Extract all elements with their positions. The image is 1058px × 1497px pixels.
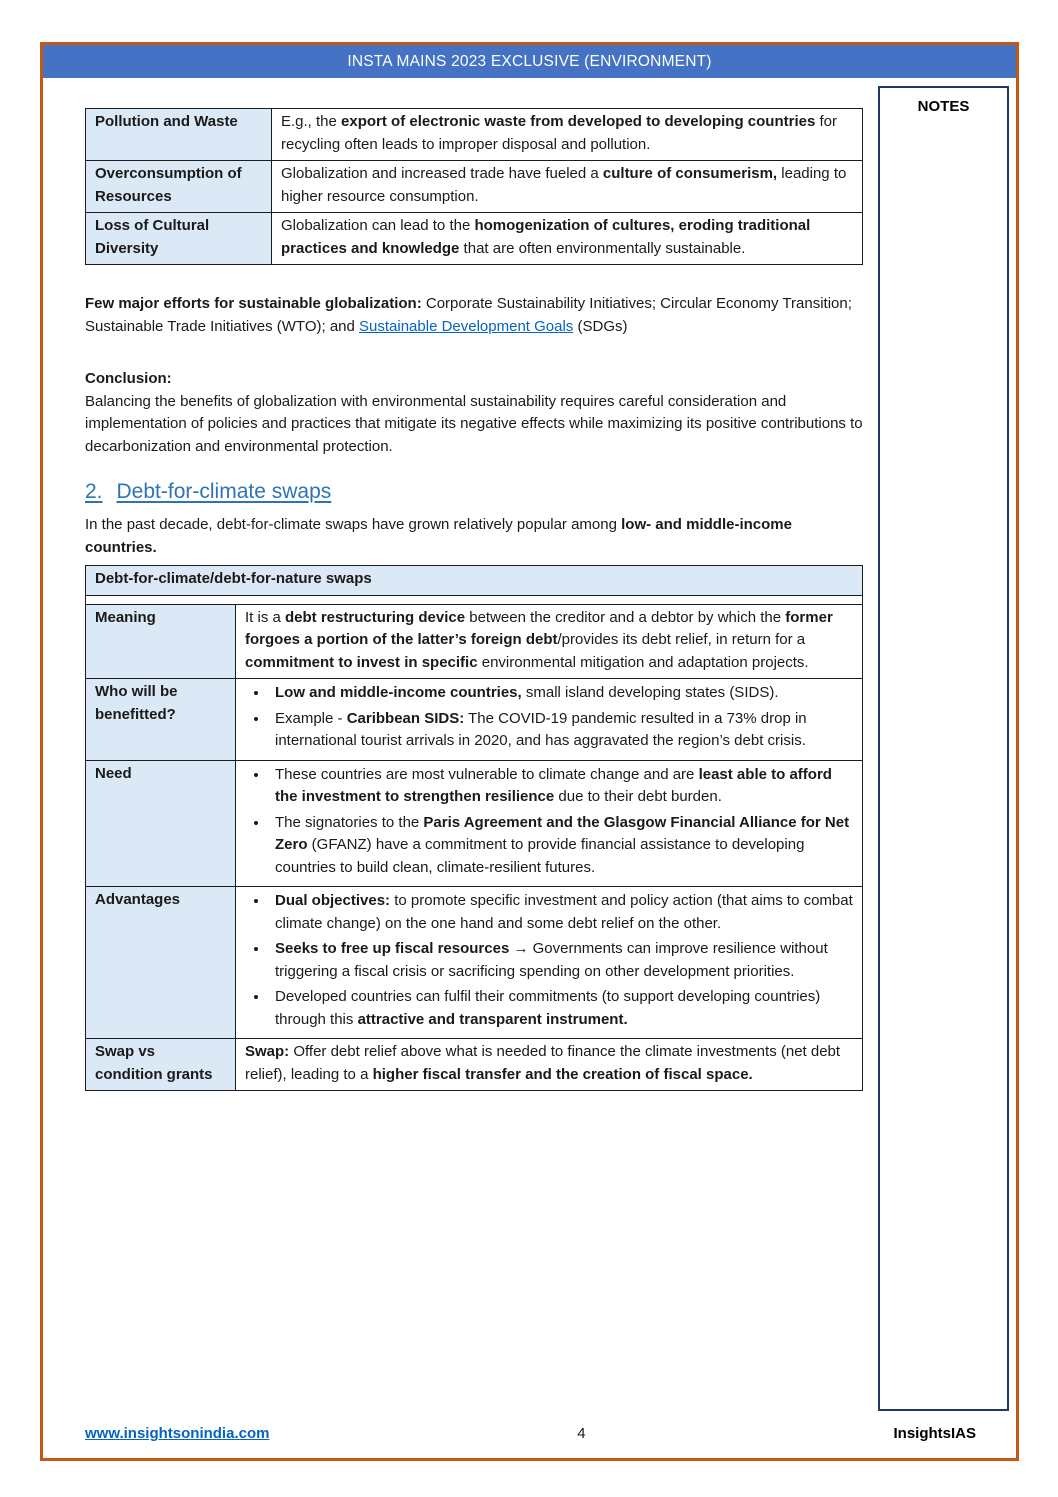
page-number: 4 [577, 1425, 586, 1442]
debt-for-climate-swaps-table [85, 565, 863, 1091]
table-spacer-row [86, 595, 863, 604]
conclusion-paragraph: Balancing the benefits of globalization with environmental sustainability requires careful consideration and implementation of policies and practices that mitigate its negative effects while maximizing its positive contributions to decarbonization and environmental protection. [85, 392, 863, 455]
section-title: Debt-for-climate swaps [116, 480, 332, 503]
row-label-cell: Loss of Cultural Diversity [86, 213, 272, 265]
row-content-cell [236, 887, 863, 1039]
bullet-item: • Seeks to free up fiscal resources → Governments can improve resilience without triggering a fiscal crisis or sacrificing spending on other development priorities. [269, 938, 853, 983]
bullet-item: • Low and middle-income countries, small island developing states (SIDS). [269, 682, 853, 705]
notes-label: NOTES [917, 98, 970, 115]
row-label-cell: Meaning [86, 604, 236, 679]
row-content-cell: It is a debt restructuring device between the creditor and a debtor by which the former forgoes a portion of the latter’s foreign debt/provides its debt relief, in return for a commitment to invest in specific environmental mitigation and adaptation projects. [236, 604, 863, 679]
row-label-cell: Pollution and Waste [86, 109, 272, 161]
globalization-impacts-table [85, 108, 863, 265]
table-row [86, 887, 863, 1039]
row-content-cell: Globalization and increased trade have fueled a culture of consumerism, leading to higher resource consumption. [272, 161, 863, 213]
row-content-cell: Globalization can lead to the homogenization of cultures, eroding traditional practices and knowledge that are often environmentally sustainable. [272, 213, 863, 265]
footer-site-link[interactable]: www.insightsonindia.com [85, 1425, 270, 1442]
table-row [86, 679, 863, 761]
table-title-row [86, 566, 863, 596]
sustainable-development-goals-link[interactable]: Sustainable Development Goals [359, 317, 574, 335]
row-label-cell: Who will be benefitted? [86, 679, 236, 761]
section-2-heading [85, 478, 863, 506]
bullet-item: • Developed countries can fulfil their commitments (to support developing countries) through this attractive and transparent instrument. [269, 986, 853, 1031]
table-row [86, 109, 863, 161]
bullet-item: • Example - Caribbean SIDS: The COVID-19 pandemic resulted in a 73% drop in international tourist arrivals in 2020, and has aggravated the region’s debt crisis. [269, 708, 853, 753]
bullet-item: • Dual objectives: to promote specific investment and policy action (that aims to combat climate change) on the one hand and some debt relief on the other. [269, 890, 853, 935]
bullet-list [245, 764, 853, 880]
row-label-cell: Swap vs condition grants [86, 1039, 236, 1091]
row-content-cell: Swap: Offer debt relief above what is needed to finance the climate investments (net debt relief), leading to a higher fiscal transfer and the creation of fiscal space. [236, 1039, 863, 1091]
section-2-intro: In the past decade, debt-for-climate swaps have grown relatively popular among low- and middle-income countries. [85, 516, 792, 556]
bullet-item: • These countries are most vulnerable to climate change and are least able to afford the investment to strengthen resilience due to their debt burden. [269, 764, 853, 809]
spacer-cell [86, 595, 863, 604]
table-row [86, 161, 863, 213]
page-footer [85, 1425, 976, 1442]
row-content-cell [236, 760, 863, 887]
row-content-cell: E.g., the export of electronic waste from developed to developing countries for recycling often leads to improper disposal and pollution. [272, 109, 863, 161]
main-content [85, 108, 863, 1091]
row-label-cell: Need [86, 760, 236, 887]
bullet-list [245, 890, 853, 1031]
row-label-cell: Advantages [86, 887, 236, 1039]
table-row [86, 604, 863, 679]
table-row [86, 213, 863, 265]
conclusion-heading: Conclusion: [85, 370, 172, 387]
table-title-cell: Debt-for-climate/debt-for-nature swaps [86, 566, 863, 596]
page-header-title: INSTA MAINS 2023 EXCLUSIVE (ENVIRONMENT) [347, 52, 712, 70]
row-label-cell: Overconsumption of Resources [86, 161, 272, 213]
section-number: 2. [85, 480, 103, 503]
table-row [86, 1039, 863, 1091]
document-page-frame [40, 42, 1019, 1461]
page-header-bar [43, 45, 1016, 78]
notes-panel [878, 86, 1009, 1411]
footer-brand: InsightsIAS [893, 1425, 976, 1442]
bullet-item: • The signatories to the Paris Agreement and the Glasgow Financial Alliance for Net Zero (GFANZ) have a commitment to provide financial assistance to developing countries to build clean, climate-resilient futures. [269, 812, 853, 880]
table-row [86, 760, 863, 887]
bullet-list [245, 682, 853, 753]
row-content-cell [236, 679, 863, 761]
efforts-paragraph: Few major efforts for sustainable globalization: Corporate Sustainability Initiatives; Circular Economy Transition; Sustainable Trade Initiatives (WTO); and Sustainable Development Goals (SDGs) [85, 295, 852, 335]
